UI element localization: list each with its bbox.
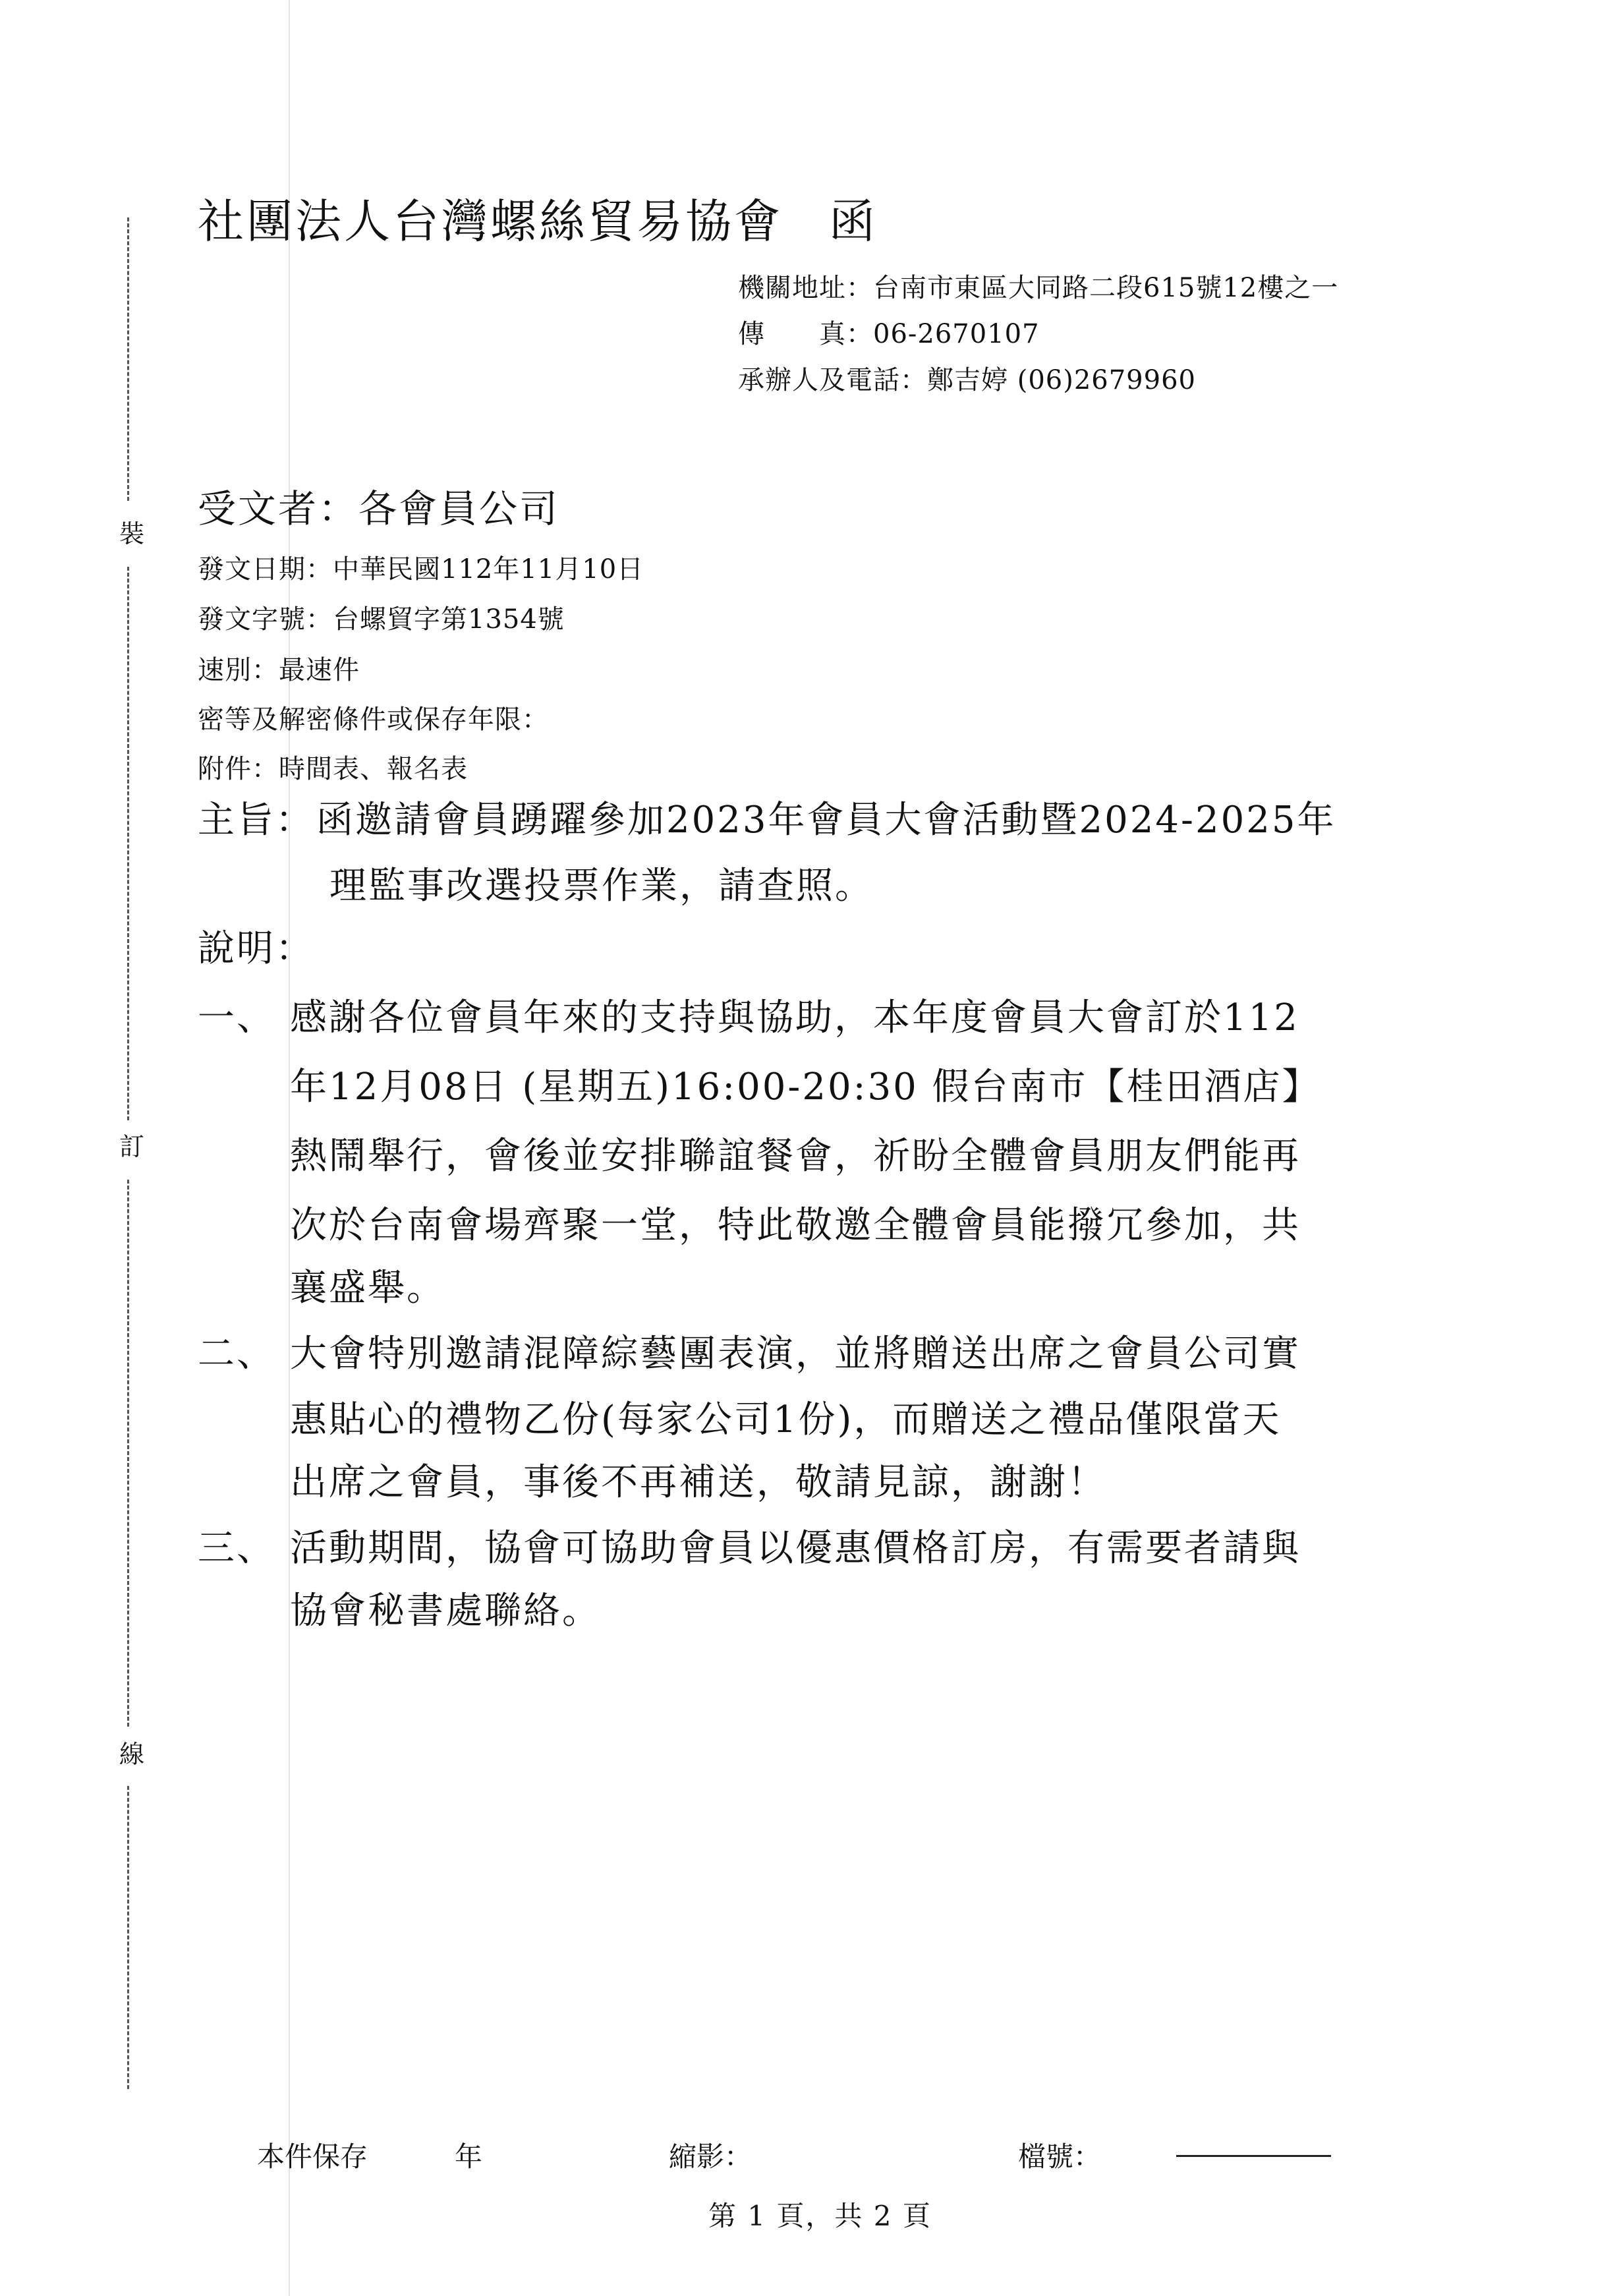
binding-line-bottom — [127, 1786, 129, 2089]
item-number: 一、 — [198, 996, 275, 1039]
subject-line: 理監事改選投票作業，請查照。 — [329, 865, 874, 907]
recipient: 受文者：各會員公司 — [198, 486, 560, 531]
delivery-speed: 速別：最速件 — [198, 655, 360, 685]
item-number: 二、 — [198, 1333, 275, 1375]
binding-line-lower — [127, 1180, 129, 1727]
item-line: 襄盛舉。 — [290, 1267, 445, 1309]
item-line: 次於台南會場齊聚一堂，特此敬邀全體會員能撥冗參加，共 — [290, 1204, 1301, 1247]
subject-line: 函邀請會員踴躍參加2023年會員大會活動暨2024-2025年 — [316, 799, 1336, 842]
item-number: 三、 — [198, 1527, 275, 1570]
item-line: 年12月08日 (星期五)16:00-20:30 假台南市【桂田酒店】 — [290, 1066, 1321, 1108]
item-line: 大會特別邀請混障綜藝團表演，並將贈送出席之會員公司實 — [290, 1333, 1301, 1375]
item-line: 出席之會員，事後不再補送，敬請見諒，謝謝！ — [290, 1461, 1106, 1504]
page-number: 第 1 頁，共 2 頁 — [708, 2200, 932, 2232]
margin-char-line: 線 — [119, 1740, 144, 1769]
binding-line-top — [127, 217, 129, 501]
archive-number-rule — [1176, 2155, 1331, 2157]
archive-number-label: 檔號： — [1018, 2140, 1102, 2173]
fax-number: 傳 真：06-2670107 — [738, 319, 1040, 349]
organization-name: 社團法人台灣螺絲貿易協會 — [198, 194, 783, 248]
issue-date: 發文日期：中華民國112年11月10日 — [198, 554, 644, 585]
item-line: 活動期間，協會可協助會員以優惠價格訂房，有需要者請與 — [290, 1527, 1301, 1570]
contact-person: 承辦人及電話：鄭吉婷 (06)2679960 — [738, 365, 1196, 395]
secrecy-level: 密等及解密條件或保存年限： — [198, 704, 549, 735]
document-type: 函 — [829, 194, 878, 248]
item-line: 感謝各位會員年來的支持與協助，本年度會員大會訂於112 — [290, 996, 1299, 1039]
document-title — [198, 185, 878, 251]
retention-label: 本件保存 — [257, 2140, 368, 2173]
microfilm-label: 縮影： — [669, 2140, 753, 2173]
retention-year-label: 年 — [455, 2140, 483, 2173]
binding-line-upper — [127, 567, 129, 1120]
item-line: 惠貼心的禮物乙份(每家公司1份)，而贈送之禮品僅限當天 — [290, 1398, 1282, 1441]
document-number: 發文字號：台螺貿字第1354號 — [198, 604, 565, 635]
item-line: 熱鬧舉行，會後並安排聯誼餐會，祈盼全體會員朋友們能再 — [290, 1135, 1301, 1178]
explanation-label: 說明： — [198, 927, 314, 970]
attachments: 附件：時間表、報名表 — [198, 754, 468, 784]
agency-address: 機關地址：台南市東區大同路二段615號12樓之一 — [738, 273, 1339, 303]
subject-label: 主旨： — [198, 799, 314, 842]
item-line: 協會秘書處聯絡。 — [290, 1590, 601, 1632]
margin-char-bind: 裝 — [119, 519, 144, 548]
margin-char-staple: 訂 — [119, 1132, 144, 1161]
